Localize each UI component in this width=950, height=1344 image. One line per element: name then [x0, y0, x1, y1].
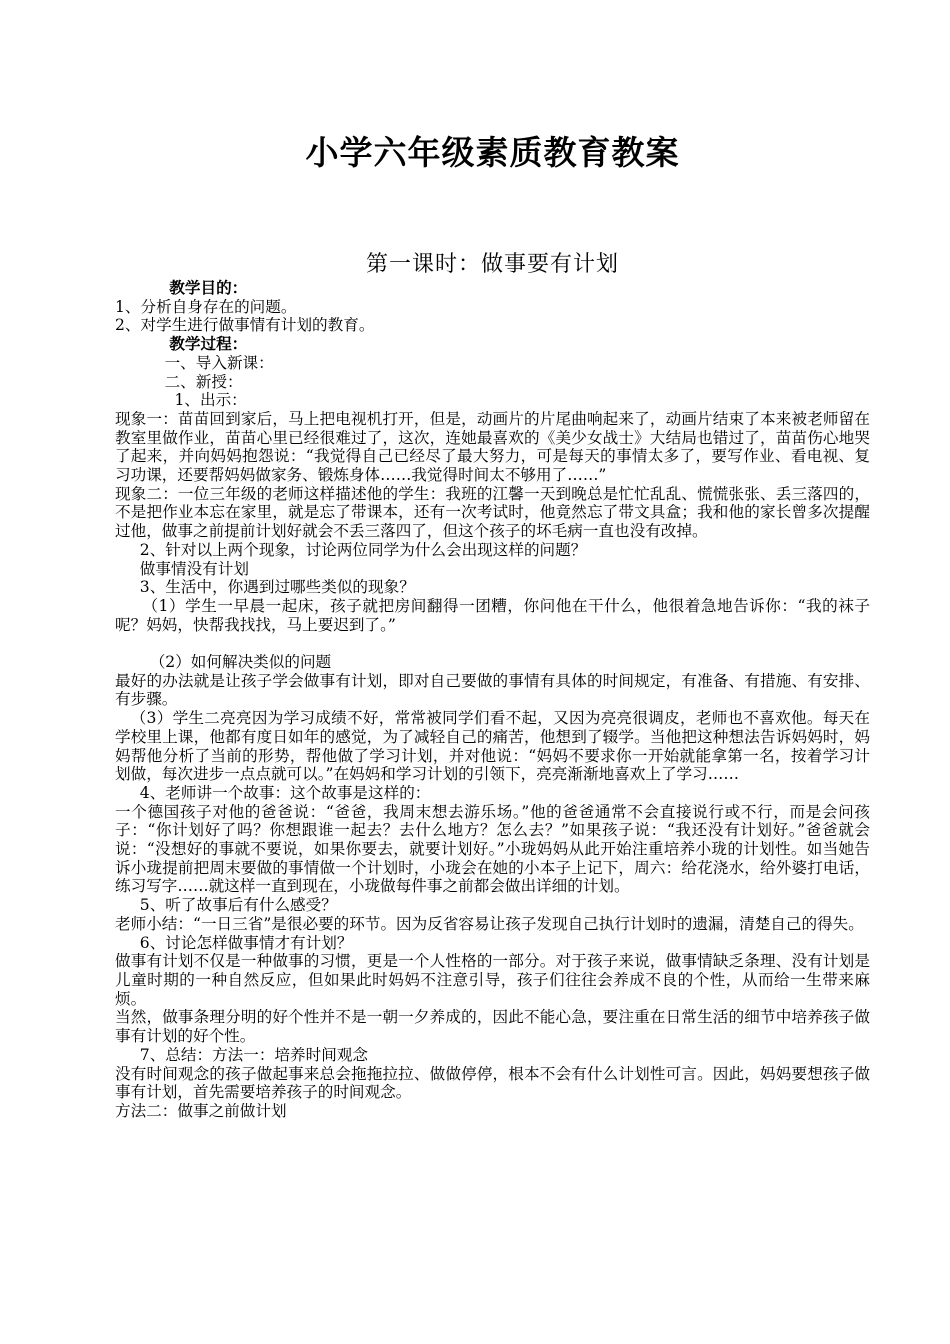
body-paragraph: 最好的办法就是让孩子学会做事有计划，即对自己要做的事情有具体的时间规定，有准备、有措施、有安排、有步骤。	[115, 671, 870, 709]
body-paragraph: 当然，做事条理分明的好个性并不是一朝一夕养成的，因此不能心急，要注重在日常生活的细节中培养孩子做事有计划的好个性。	[115, 1008, 870, 1046]
body-paragraph: （1）学生一早晨一起床，孩子就把房间翻得一团糟，你问他在干什么，他很着急地告诉你：“我的袜子呢？妈妈，快帮我找找，马上要迟到了。”	[115, 596, 870, 634]
document-page	[115, 0, 870, 1344]
section-heading: 教学过程：	[115, 335, 248, 354]
body-paragraph: 1、出示：	[115, 391, 247, 410]
body-paragraph: 一个德国孩子对他的爸爸说：“爸爸，我周末想去游乐场。”他的爸爸通常不会直接说行或不行，而是会问孩子：“你计划好了吗？你想跟谁一起去？去什么地方？怎么去？”如果孩子说：“我还没有计划好。”爸爸就会说：“没想好的事就不要说，如果你要去，就要计划好。”小珑妈妈从此开始注重培养小珑的计划性。如当她告诉小珑提前把周末要做的事情做一个计划时，小珑会在她的小本子上记下，周六：给花浇水，给外婆打电话，练习写字……就这样一直到现在，小珑做每件事之前都会做出详细的计划。	[115, 802, 870, 896]
body-paragraph: 现象二：一位三年级的老师这样描述他的学生：我班的江馨一天到晚总是忙忙乱乱、慌慌张张、丢三落四的，不是把作业本忘在家里，就是忘了带课本，还有一次考试时，他竟然忘了带文具盒；我和他的家长曾多次提醒过他，做事之前提前计划好就会不丢三落四了，但这个孩子的坏毛病一直也没有改掉。	[115, 484, 870, 541]
body-paragraph: 2、针对以上两个现象，讨论两位同学为什么会出现这样的问题？	[115, 540, 587, 559]
body-paragraph: 7、总结：方法一：培养时间观念	[115, 1045, 369, 1064]
lesson-title: 第一课时：做事要有计划	[365, 252, 619, 277]
body-paragraph: 做事情没有计划	[115, 559, 249, 578]
body-paragraph: 没有时间观念的孩子做起事来总会拖拖拉拉、做做停停，根本不会有什么计划性可言。因此，妈妈要想孩子做事有计划，首先需要培养孩子的时间观念。	[115, 1064, 870, 1102]
body-paragraph: 6、讨论怎样做事情才有计划？	[115, 933, 353, 952]
body-paragraph: 老师小结：“一日三省”是很必要的环节。因为反省容易让孩子发现自己执行计划时的遗漏，清楚自己的得失。	[115, 914, 864, 933]
body-paragraph: 方法二：做事之前做计划	[115, 1101, 287, 1120]
body-paragraph: 1、分析自身存在的问题。	[115, 297, 297, 316]
body-paragraph: （3）学生二亮亮因为学习成绩不好，常常被同学们看不起，又因为亮亮很调皮，老师也不喜欢他。每天在学校里上课，他都有度日如年的感觉，为了减轻自己的痛苦，他想到了辍学。当他把这种想法告诉妈妈时，妈妈帮他分析了当前的形势，帮他做了学习计划，并对他说：“妈妈不要求你一开始就能拿第一名，按着学习计划做，每次进步一点点就可以。”在妈妈和学习计划的引领下，亮亮渐渐地喜欢上了学习……	[115, 709, 871, 784]
body-paragraph: 一、导入新课：	[115, 353, 274, 372]
body-paragraph: 2、对学生进行做事情有计划的教育。	[115, 316, 375, 335]
body-paragraph: （2）如何解决类似的问题	[115, 653, 332, 672]
lesson-body	[115, 279, 870, 1121]
body-paragraph: 现象一：苗苗回到家后，马上把电视机打开，但是，动画片的片尾曲响起来了，动画片结束了本来被老师留在教室里做作业，苗苗心里已经很难过了，这次，连她最喜欢的《美少女战士》大结局也错过了，苗苗伤心地哭了起来，并向妈妈抱怨说：“我觉得自己已经尽了最大努力，可是每天的事情太多了，要写作业、看电视、复习功课，还要帮妈妈做家务、锻炼身体……我觉得时间太不够用了……”	[115, 409, 870, 485]
section-heading: 教学目的：	[115, 279, 248, 297]
body-paragraph: 3、生活中，你遇到过哪些类似的现象？	[115, 578, 415, 597]
document-title: 小学六年级素质教育教案	[305, 133, 680, 172]
body-paragraph: 做事有计划不仅是一种做事的习惯，更是一个人性格的一部分。对于孩子来说，做事情缺乏条理、没有计划是儿童时期的一种自然反应，但如果此时妈妈不注意引导，孩子们往往会养成不良的个性，从而给一生带来麻烦。	[115, 952, 870, 1008]
body-paragraph: 4、老师讲一个故事：这个故事是这样的：	[115, 783, 431, 802]
body-paragraph: 二、新授：	[115, 372, 243, 391]
body-paragraph: 5、听了故事后有什么感受？	[115, 896, 337, 915]
